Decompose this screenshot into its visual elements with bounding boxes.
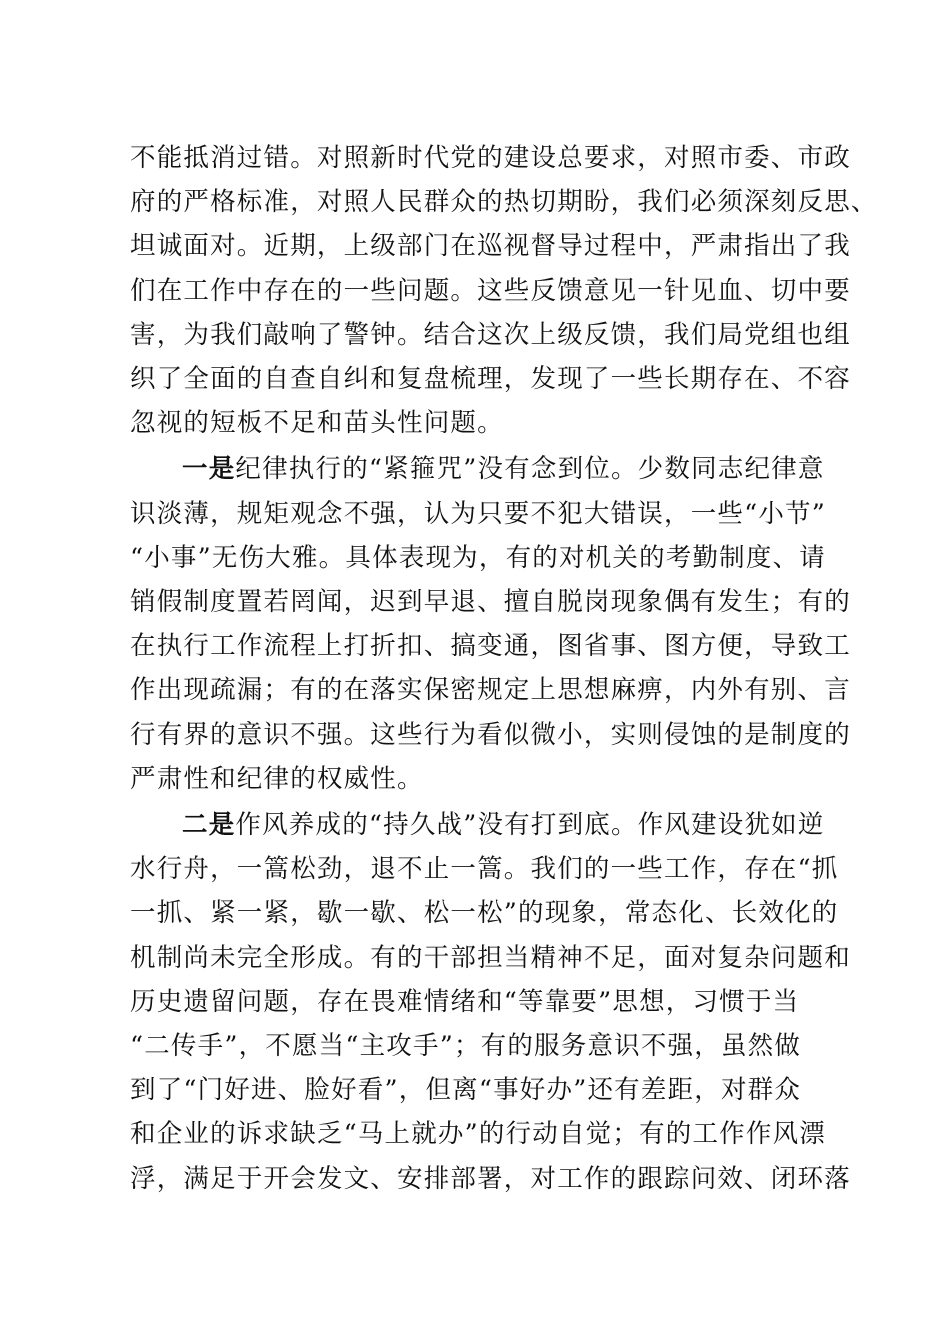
text-line: 销假制度置若罔闻，迟到早退、擅自脱岗现象偶有发生；有的: [130, 587, 851, 618]
text-line: 行有界的意识不强。这些行为看似微小，实则侵蚀的是制度的: [130, 719, 851, 750]
text-line: 历史遗留问题，存在畏难情绪和“等靠要”思想，习惯于当: [130, 986, 800, 1017]
text-line: 府的严格标准，对照人民群众的热切期盼，我们必须深刻反思、: [130, 187, 878, 218]
paragraph-3: [130, 803, 851, 1201]
text-line: 水行舟，一篙松劲，退不止一篙。我们的一些工作，存在“抓: [130, 854, 839, 885]
paragraph-lead: 一是: [182, 454, 236, 485]
paragraph-2: [130, 447, 851, 801]
text-line: 机制尚未完全形成。有的干部担当精神不足，面对复杂问题和: [130, 942, 851, 973]
text-line: 严肃性和纪律的权威性。: [130, 763, 424, 794]
text-line: 坦诚面对。近期，上级部门在巡视督导过程中，严肃指出了我: [130, 231, 851, 262]
text-line: 作出现疏漏；有的在落实保密规定上思想麻痹，内外有别、言: [130, 675, 851, 706]
text-line: “二传手”，不愿当“主攻手”；有的服务意识不强，虽然做: [130, 1031, 802, 1062]
text-line-rest: 纪律执行的“紧箍咒”没有念到位。少数同志纪律意: [235, 454, 825, 485]
text-line: 忽视的短板不足和苗头性问题。: [130, 408, 504, 439]
paragraph-1: [130, 136, 878, 445]
text-line: 到了“门好进、脸好看”，但离“事好办”还有差距，对群众: [130, 1075, 802, 1106]
text-line: 和企业的诉求缺乏“马上就办”的行动自觉；有的工作作风漂: [130, 1119, 826, 1150]
text-line: 浮，满足于开会发文、安排部署，对工作的跟踪问效、闭环落: [130, 1163, 851, 1194]
text-line: 在执行工作流程上打折扣、搞变通，图省事、图方便，导致工: [130, 631, 851, 662]
text-line: 一抓、紧一紧，歇一歇、松一松”的现象，常态化、长效化的: [130, 898, 839, 929]
text-line: 害，为我们敲响了警钟。结合这次上级反馈，我们局党组也组: [130, 319, 851, 350]
text-line-first: [130, 803, 830, 847]
text-line: 识淡薄，规矩观念不强，认为只要不犯大错误，一些“小节”: [130, 498, 826, 529]
text-line-rest: 作风养成的“持久战”没有打到底。作风建设犹如逆: [235, 810, 825, 841]
paragraph-lead: 二是: [182, 810, 236, 841]
document-body: [130, 136, 878, 1201]
text-line: 不能抵消过错。对照新时代党的建设总要求，对照市委、市政: [130, 143, 851, 173]
text-line: 织了全面的自查自纠和复盘梳理，发现了一些长期存在、不容: [130, 364, 851, 395]
text-line-first: [130, 447, 830, 491]
text-line: “小事”无伤大雅。具体表现为，有的对机关的考勤制度、请: [130, 542, 826, 573]
text-line: 们在工作中存在的一些问题。这些反馈意见一针见血、切中要: [130, 275, 851, 306]
